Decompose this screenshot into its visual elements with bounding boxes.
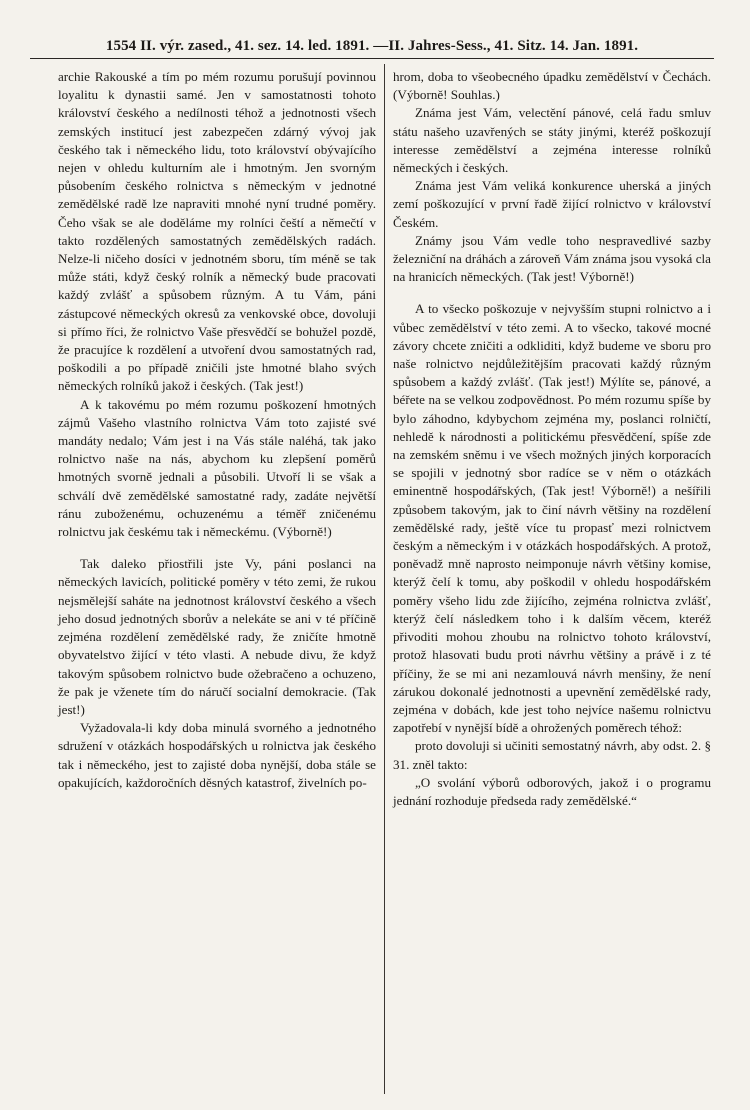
left-column — [58, 68, 376, 792]
running-head: 1554 II. výr. zased., 41. sez. 14. led. 1891. —II. Jahres-Sess., 41. Sitz. 14. Jan. 1891. — [105, 38, 639, 54]
header-rule — [30, 58, 714, 59]
paragraph: proto dovoluji si učiniti semostatný návrh, aby odst. 2. § 31. zněl takto: — [393, 738, 711, 772]
paragraph: Známy jsou Vám vedle toho nespravedlivé sazby železniční na dráhách a zároveň Vám známa jsou vysoká cla na hranicích německých. (Tak jest! Výborně!) — [393, 232, 711, 285]
paragraph: hrom, doba to všeobecného úpadku zemědělství v Čechách. (Výborně! Souhlas.) — [393, 69, 711, 103]
column-divider — [384, 64, 385, 1094]
paragraph: Známa jest Vám veliká konkurence uherská a jiných zemí poškozující v první řadě žijící rolnictvo v království Českém. — [393, 178, 711, 230]
paragraph: A to všecko poškozuje v nejvyšším stupni rolnictvo a i vůbec zemědělství v této zemi. A to všecko, takové mocné závory chcete zničiti a odkliditi, když budeme ve sboru pro naše rolnictvo nejdůležitějším pracovati každý různým spůsobem a každý zvlášť. (Tak jest!) Mýlíte se, pánové, a béřete na se velkou zodpovědnost. Po mém rozumu spíše by bylo záhodno, kdybychom zejména my, poslanci rolničtí, nehledě k národnosti a politickému přesvědčení, spíše zde na zemském sněmu i ve všech možných jiných korporacích se spojili v jednotný sbor radíce se v něm o otázkách eminentně hospodářských, (Tak jest! Výborně!) a nešířili způsobem takovým, jak to činí návrh většiny na rozdělení zemědělské rady, ještě více tu propasť mezi rolnictvem českým a německým i v otázkách hospodářských. A protož, poněvadž mně naprosto neimponuje návrh většiny komise, kterýž čelí k tomu, aby poškodil v ohledu hospodářském poměry všeho lidu zde žijícího, zejména rolnictva zvlášť, kterýž čelí následkem toho i k dalším věcem, kteréž přivoditi mohou zhoubu na rolnictvo tohoto království, protož hlasovati budu proti návrhu většiny a právě i z té příčiny, že se mi ani nezamlouvá návrh menšiny, že není zárukou dokonalé jednotnosti a upevnění zemědělské rady, zejména v dobách, kde jest toho nejvíce našemu rolnictvu zapotřebí v nynější bídě a ohrožených poměrech téhož: — [393, 301, 711, 736]
paragraph: Tak daleko přiostřili jste Vy, páni poslanci na německých lavicích, politické poměry v této zemi, že rukou nejsmělejší saháte na jednotnost království českého a všech jeho dosud jednotných sborův a nelekáte se ani v té příčině zejména rozdělení zemědělské rady, že zničíte hmotně obyvatelstvo žijící v této vlasti. A nebude divu, že když takovým spůsobem rolnictvo bude ožebračeno a ochuzeno, že pak je vženete tím do náručí socialní demokracie. (Tak jest!) — [58, 556, 376, 717]
right-column — [393, 68, 711, 810]
paragraph: „O svolání výborů odborových, jakož i o programu jednání rozhoduje předseda rady zemědělské.“ — [393, 774, 711, 808]
paragraph: Známa jest Vám, velectění pánové, celá řadu smluv státu našeho uzavřených se státy jinými, kteréž poškozují interesse zemědělství a zejména interesse rolníků německých i českých. — [393, 105, 711, 176]
paragraph: A k takovému po mém rozumu poškození hmotných zájmů Vašeho vlastního rolnictva Vám toto zajisté své mandáty nedalo; Vám jest i na Vás stále naléhá, tak jako rolnictvo naše na nás, abychom ku zlepšení poměrů hmotných svorně jednali a působili. Utvoří li se však a schválí dvě zemědělské samostatné rady, zadáte největší ránu zuboženému, ochuzenému a téměř zničenému rolnictvu jak českému tak i německému. (Výborně!) — [58, 396, 376, 540]
paragraph: archie Rakouské a tím po mém rozumu porušují povinnou loyalitu k dynastii samé. Jen v samostatnosti tohoto království českého a nedílnosti téhož a jednotnosti všech zemských institucí jest zabezpečen zdárný vývoj jak českého tak i německého lidu, toto království obývajícího nejen v ohledu kulturním ale i hmotným. Jen svorným působením českého rolnictva s německým v jednotné zemědělské radě lze napraviti mnohé nyní trudné poměry. Čeho však se ale doděláme my rolníci čeští a němečtí v takto rozdělených samostatných zemědělských radách. Nelze-li ničeho dosíci v jednotném sboru, tím méně se tak může státi, když český rolník a německý bude pracovati každý zvlášť a spůsobem různým. A tu Vám, páni zástupcové německých okresů za venkovské obce, dovoluji si přímo říci, že rolnictvo Vaše přesvědčí se bohužel pozdě, že pracujíce k rozdělení a utvoření dvou samostatných rad, poškodili a po případě zničili jste hmotné blaho svých německých rolníků jakož i českých. (Tak jest!) — [58, 69, 376, 394]
paragraph: Vyžadovala-li kdy doba minulá svorného a jednotného sdružení v otázkách hospodářských u rolnictva jak českého tak i německého, jest to zajisté doba nynější, doba stále se opakujících, každoročních děsných katastrof, živelních po- — [58, 720, 376, 790]
